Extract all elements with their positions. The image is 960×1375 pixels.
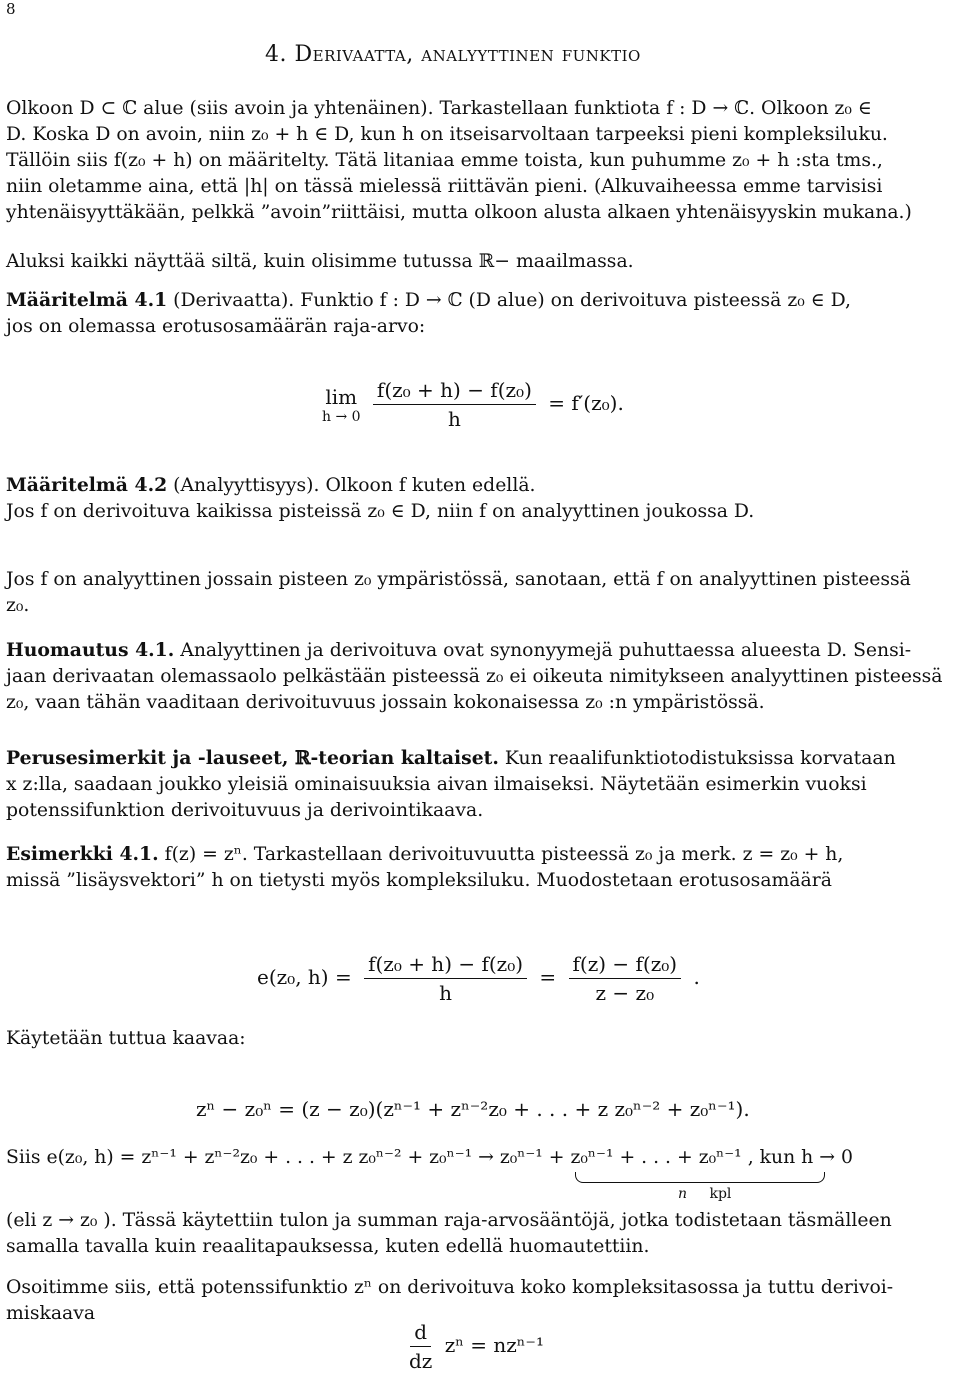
basic-examples-line-2: x z:lla, saadaan joukko yleisiä ominaisuuksia aivan ilmaiseksi. Näytetään esimerkin vuoksi bbox=[6, 774, 867, 795]
intro-line-4: niin oletamme aina, että |h| on tässä mielessä riittävän pieni. (Alkuvaiheessa emme tarvisisi bbox=[6, 176, 883, 197]
derivative-numerator: f(z₀ + h) − f(z₀) bbox=[373, 378, 536, 405]
basic-examples-label: Perusesimerkit ja -lauseet, ℝ-teorian kaltaiset. bbox=[6, 747, 499, 769]
page-number: 8 bbox=[6, 0, 16, 18]
intro-line-3: Tällöin siis f(z₀ + h) on määritelty. Tätä litaniaa emme toista, kun puhumme z₀ + h :sta tms., bbox=[6, 150, 883, 171]
dq-equals: = bbox=[539, 965, 557, 989]
intro-line-1: Olkoon D ⊂ ℂ alue (siis avoin ja yhtenäinen). Tarkastellaan funktiota f : D → ℂ. Olkoon z₀ ∈ bbox=[6, 98, 872, 119]
kaytetaan-paragraph bbox=[6, 1026, 956, 1052]
definition-4-1-name: (Derivaatta). bbox=[173, 290, 295, 311]
derivative-rhs: = f′(z₀). bbox=[548, 391, 624, 415]
dq-denominator-2: z − z₀ bbox=[595, 981, 655, 1005]
kaytetaan-line: Käytetään tuttua kaavaa: bbox=[6, 1028, 246, 1049]
basic-examples-line-3: potenssifunktion derivoituvuus ja derivointikaava. bbox=[6, 800, 484, 821]
derivative-limit-formula bbox=[322, 378, 624, 431]
power-difference-formula: zⁿ − z₀ⁿ = (z − z₀)(zⁿ⁻¹ + zⁿ⁻²z₀ + . . . + z z₀ⁿ⁻² + z₀ⁿ⁻¹). bbox=[196, 1097, 750, 1121]
remark-4-1 bbox=[6, 637, 956, 716]
example-4-1 bbox=[6, 841, 956, 894]
example-4-1-text: f(z) = zⁿ. Tarkastellaan derivoituvuutta pisteessä z₀ ja merk. z = z₀ + h, bbox=[164, 844, 844, 865]
underbrace-label bbox=[678, 1186, 731, 1202]
siis-left: Siis e(z₀, h) = zⁿ⁻¹ + zⁿ⁻²z₀ + . . . + z z₀ⁿ⁻² + z₀ⁿ⁻¹ → bbox=[6, 1147, 494, 1168]
eli-line-2: samalla tavalla kuin reaalitapauksessa, kuten edellä huomautettiin. bbox=[6, 1236, 650, 1257]
jos-line-2: z₀. bbox=[6, 595, 30, 616]
basic-examples-text: Kun reaalifunktiotodistuksissa korvataan bbox=[504, 748, 896, 769]
remark-4-1-text: Analyyttinen ja derivoituva ovat synonyymejä puhuttaessa alueesta D. Sensi- bbox=[180, 640, 912, 661]
osoitimme-line-1: Osoitimme siis, että potenssifunktio zⁿ on derivoituva koko kompleksitasossa ja tuttu derivoi- bbox=[6, 1277, 894, 1298]
definition-4-1-label: Määritelmä 4.1 bbox=[6, 289, 168, 311]
power-derivative-rhs: zⁿ = nzⁿ⁻¹ bbox=[444, 1333, 545, 1357]
aluksi-line: Aluksi kaikki näyttää siltä, kuin olisimme tutussa ℝ− maailmassa. bbox=[6, 251, 634, 272]
remark-4-1-line-3: z₀, vaan tähän vaaditaan derivoituvuus jossain kokonaisessa z₀ :n ympäristössä. bbox=[6, 692, 765, 713]
dq-numerator-2: f(z) − f(z₀) bbox=[569, 952, 682, 979]
jos-line-1: Jos f on analyyttinen jossain pisteen z₀ ympäristössä, sanotaan, että f on analyyttinen pisteessä bbox=[6, 569, 911, 590]
braced-sum bbox=[500, 1145, 742, 1171]
osoitimme-line-2: miskaava bbox=[6, 1303, 96, 1324]
jos-paragraph bbox=[6, 567, 956, 619]
eli-line-1: (eli z → z₀ ). Tässä käytettiin tulon ja summan raja-arvosääntöjä, jotka todistetaan täsmälleen bbox=[6, 1210, 892, 1231]
definition-4-2-name: (Analyyttisyys). bbox=[173, 475, 320, 496]
lim-subscript: h → 0 bbox=[322, 408, 361, 425]
dz-denominator: dz bbox=[409, 1349, 433, 1373]
remark-4-1-label: Huomautus 4.1. bbox=[6, 639, 175, 661]
difference-quotient-formula bbox=[257, 952, 700, 1005]
chapter-title: 4. Derivaatta, analyyttinen funktio bbox=[265, 42, 641, 67]
definition-4-2-text: Olkoon f kuten edellä. bbox=[325, 475, 536, 496]
lim-symbol: lim bbox=[325, 384, 358, 409]
dq-lhs: e(z₀, h) = bbox=[257, 965, 352, 989]
remark-4-1-line-2: jaan derivaatan olemassaolo pelkästään pisteessä z₀ ei oikeuta nimitykseen analyyttinen pisteessä bbox=[6, 666, 943, 687]
definition-4-2 bbox=[6, 472, 956, 525]
siis-right: , kun h → 0 bbox=[747, 1147, 853, 1168]
underbrace bbox=[575, 1172, 825, 1183]
dq-end: . bbox=[693, 965, 700, 989]
intro-paragraph bbox=[6, 96, 956, 226]
intro-line-2: D. Koska D on avoin, niin z₀ + h ∈ D, kun h on itseisarvoltaan tarpeeksi pieni kompleksiluku. bbox=[6, 124, 888, 145]
dq-denominator-1: h bbox=[439, 981, 452, 1005]
dq-numerator-1: f(z₀ + h) − f(z₀) bbox=[364, 952, 527, 979]
example-4-1-label: Esimerkki 4.1. bbox=[6, 843, 159, 865]
definition-4-1 bbox=[6, 287, 956, 340]
underbrace-n: n bbox=[678, 1186, 688, 1202]
intro-line-5: yhtenäisyyttäkään, pelkkä ”avoin”riittäisi, mutta olkoon alusta alkaen yhtenäisyyskin mukana.) bbox=[6, 202, 912, 223]
braced-sum-text: z₀ⁿ⁻¹ + z₀ⁿ⁻¹ + . . . + z₀ⁿ⁻¹ bbox=[499, 1147, 742, 1168]
definition-4-2-line-2: Jos f on derivoituva kaikissa pisteissä z₀ ∈ D, niin f on analyyttinen joukossa D. bbox=[6, 501, 755, 522]
underbrace-kpl: kpl bbox=[709, 1186, 732, 1202]
aluksi-paragraph bbox=[6, 249, 956, 275]
derivative-denominator: h bbox=[447, 407, 461, 431]
siis-line bbox=[6, 1145, 956, 1171]
eli-paragraph bbox=[6, 1208, 956, 1260]
example-4-1-line-2: missä ”lisäysvektori” h on tietysti myös kompleksiluku. Muodostetaan erotusosamäärä bbox=[6, 870, 832, 891]
d-numerator: d bbox=[410, 1320, 431, 1347]
definition-4-2-label: Määritelmä 4.2 bbox=[6, 474, 168, 496]
definition-4-1-text: Funktio f : D → ℂ (D alue) on derivoituva pisteessä z₀ ∈ D, bbox=[300, 290, 851, 311]
basic-examples-paragraph bbox=[6, 745, 956, 824]
power-derivative-formula bbox=[405, 1320, 544, 1373]
definition-4-1-line-2: jos on olemassa erotusosamäärän raja-arvo: bbox=[6, 316, 426, 337]
